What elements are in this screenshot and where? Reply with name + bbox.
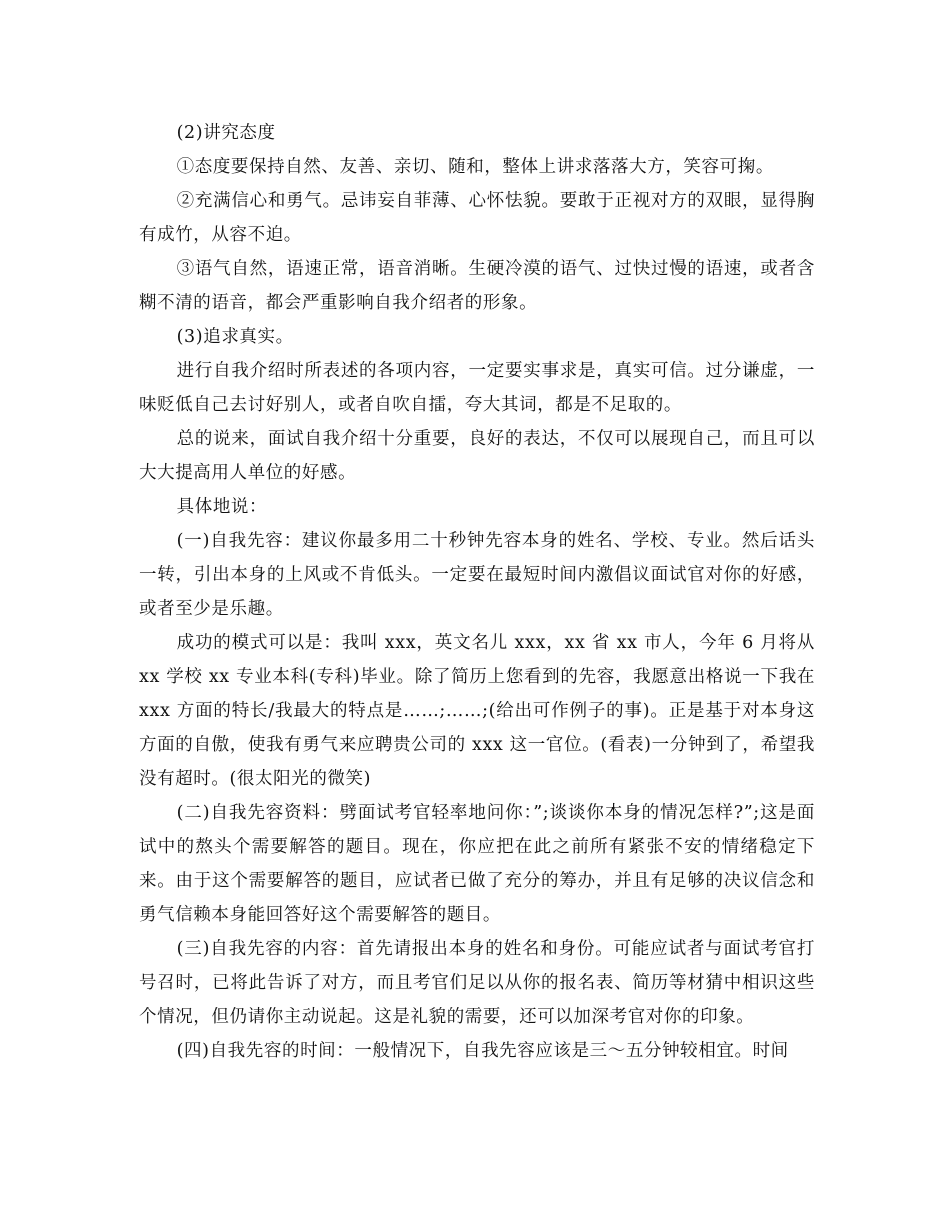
paragraph: (一)自我先容：建议你最多用二十秒钟先容本身的姓名、学校、专业。然后话头一转，引出本身的上风或不肯低头。一定要在最短时间内激倡议面试官对你的好感，或者至少是乐趣。 — [139, 531, 815, 619]
paragraph: (三)自我先容的内容：首先请报出本身的姓名和身份。可能应试者与面试考官打号召时，已将此告诉了对方，而且考官们足以从你的报名表、简历等材猜中相识这些个情况，但仍请你主动说起。这是礼貌的需要，还可以加深考官对你的印象。 — [139, 939, 815, 1027]
paragraph: (四)自我先容的时间：一般情况下，自我先容应该是三～五分钟较相宜。时间 — [176, 1041, 789, 1061]
paragraph: ①态度要保持自然、友善、亲切、随和，整体上讲求落落大方，笑容可掬。 — [176, 157, 774, 177]
paragraph: ②充满信心和勇气。忌讳妄自菲薄、心怀怯貌。要敢于正视对方的双眼，显得胸有成竹，从容不迫。 — [139, 191, 815, 245]
paragraph: 进行自我介绍时所表述的各项内容，一定要实事求是，真实可信。过分谦虚，一味贬低自己去讨好别人，或者自吹自擂，夸大其词，都是不足取的。 — [139, 361, 815, 415]
paragraph: ③语气自然，语速正常，语音消晰。生硬冷漠的语气、过快过慢的语速，或者含糊不清的语音，都会严重影响自我介绍者的形象。 — [139, 259, 815, 313]
heading-attitude: (2)讲究态度 — [176, 123, 276, 143]
paragraph: 具体地说： — [176, 497, 268, 517]
heading-truth: (3)追求真实。 — [176, 327, 294, 347]
paragraph: 总的说来，面试自我介绍十分重要，良好的表达，不仅可以展现自己，而且可以大大提高用人单位的好感。 — [139, 429, 815, 483]
document-body — [139, 116, 815, 1068]
paragraph: (二)自我先容资料：劈面试考官轻率地问你：”;谈谈你本身的情况怎样?”;这是面试中的熬头个需要解答的题目。现在，你应把在此之前所有紧张不安的情绪稳定下来。由于这个需要解答的题目，应试者已做了充分的筹办，并且有足够的决议信念和勇气信赖本身能回答好这个需要解答的题目。 — [139, 803, 815, 925]
paragraph: 成功的模式可以是：我叫 xxx，英文名儿 xxx，xx 省 xx 市人，今年 6 月将从 xx 学校 xx 专业本科(专科)毕业。除了简历上您看到的先容，我愿意出格说一下我在 xxx 方面的特长/我最大的特点是……;……;(给出可作例子的事)。正是基于对本身这方面的自傲，使我有勇气来应聘贵公司的 xxx 这一官位。(看表)一分钟到了，希望我没有超时。(很太阳光的微笑) — [139, 633, 815, 789]
